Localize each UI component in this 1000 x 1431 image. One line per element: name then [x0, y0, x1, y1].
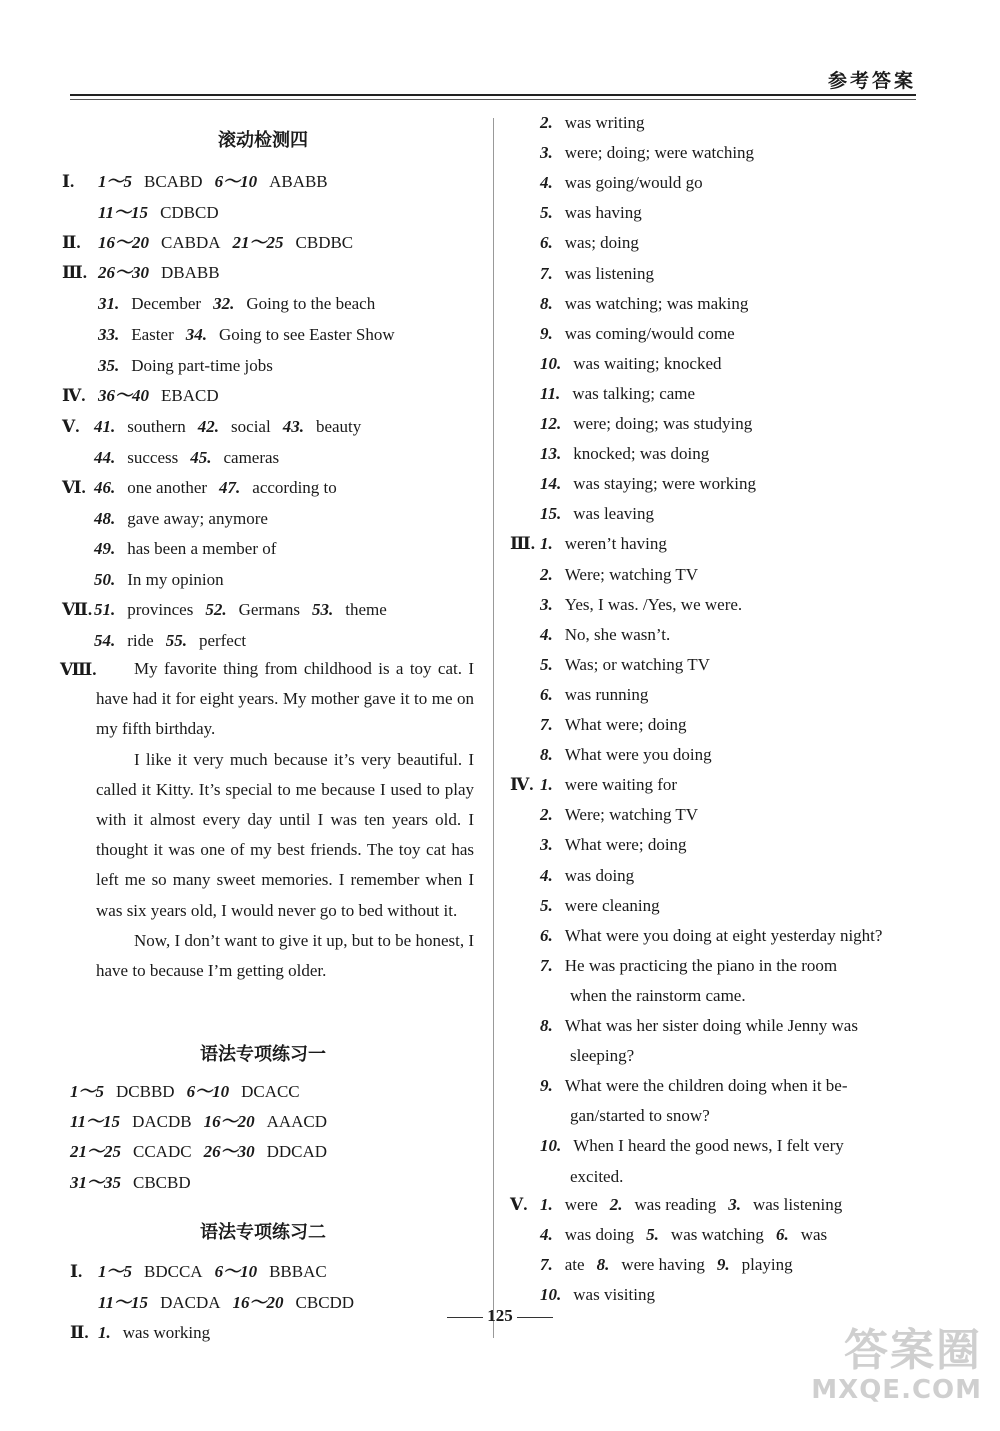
answer-text: DCBBD: [116, 1082, 175, 1101]
answer-text: were: [564, 1195, 598, 1214]
item-number: 11～15: [98, 1293, 149, 1312]
answer-text: success: [127, 448, 179, 467]
item-number: 52.: [205, 600, 227, 619]
answer-row: [540, 503, 654, 525]
answer-text: was doing: [564, 866, 635, 885]
answer-text: playing: [741, 1255, 793, 1274]
answer-row: [540, 594, 742, 616]
answer-row: [540, 413, 752, 435]
answer-row: [570, 1105, 710, 1127]
answer-text: was writing: [564, 113, 645, 132]
answer-text: was working: [122, 1323, 211, 1342]
answer-text: BCABD: [144, 172, 203, 191]
answer-text: Were; watching TV: [564, 805, 699, 824]
item-number: 3.: [540, 143, 553, 162]
item-number: 51.: [94, 600, 116, 619]
item-number: 5.: [540, 655, 553, 674]
item-number: 8.: [596, 1255, 610, 1274]
item-number: 1.: [540, 1195, 553, 1214]
answer-text: beauty: [315, 417, 362, 436]
answer-row: [540, 654, 710, 676]
answer-text: Were; watching TV: [564, 565, 699, 584]
answer-text: was; doing: [564, 233, 639, 252]
item-number: 10.: [540, 1285, 562, 1304]
item-number: 4.: [540, 625, 553, 644]
answer-row: [94, 508, 268, 530]
item-number: 49.: [94, 539, 116, 558]
answer-row: [540, 895, 660, 917]
roman-numeral: Ⅵ.: [62, 478, 86, 497]
item-number: 1～5: [98, 172, 132, 191]
item-number: 34.: [185, 325, 207, 344]
item-number: 2.: [609, 1195, 623, 1214]
answer-row: [540, 323, 735, 345]
essay-paragraph: My favorite thing from childhood is a toy cat. I have had it for eight years. My mother gave it to me on my fifth birthday.: [96, 659, 474, 739]
answer-text: according to: [252, 478, 337, 497]
item-number: 21～25: [70, 1142, 121, 1161]
roman-numeral: Ⅴ.: [510, 1195, 528, 1214]
item-number: 44.: [94, 448, 116, 467]
answer-row: [540, 383, 695, 405]
item-number: 11.: [540, 384, 561, 403]
answer-row: [98, 1322, 210, 1344]
answer-text: What were the children doing when it be-: [564, 1076, 848, 1095]
answer-text: DACDB: [132, 1112, 192, 1131]
answer-text: was leaving: [573, 504, 654, 523]
item-number: 15.: [540, 504, 562, 523]
answer-row: [98, 385, 219, 407]
item-number: 3.: [540, 595, 553, 614]
answer-row: [94, 599, 387, 621]
item-number: 5.: [646, 1225, 659, 1244]
item-number: 9.: [540, 324, 553, 343]
item-number: 11～15: [70, 1112, 121, 1131]
item-number: 4.: [540, 866, 553, 885]
item-number: 48.: [94, 509, 116, 528]
item-number: 43.: [282, 417, 304, 436]
answer-text: DACDA: [160, 1293, 221, 1312]
item-number: 16～20: [203, 1112, 255, 1131]
item-number: 6.: [775, 1225, 789, 1244]
roman-numeral: Ⅳ.: [62, 386, 86, 405]
answer-text: were having: [621, 1255, 705, 1274]
section-title: 语法专项练习一: [200, 1044, 326, 1065]
header-title: 参考答案: [827, 70, 916, 92]
answer-row: [540, 172, 703, 194]
roman-numeral: Ⅲ.: [510, 534, 535, 553]
page-footer: [430, 1306, 570, 1326]
item-number: 2.: [540, 113, 553, 132]
answer-text: were; doing; was studying: [573, 414, 753, 433]
roman-numeral: Ⅳ.: [510, 775, 534, 794]
item-number: 47.: [219, 478, 241, 497]
answer-row: [540, 112, 645, 134]
section-title: 滚动检测四: [218, 130, 308, 151]
roman-numeral: Ⅰ.: [62, 172, 75, 191]
answer-row: [94, 477, 337, 499]
answer-text: when the rainstorm came.: [570, 986, 746, 1005]
answer-text: was doing: [564, 1225, 635, 1244]
answer-text: Doing part-time jobs: [131, 356, 273, 375]
answer-text: What were you doing at eight yesterday night?: [564, 926, 883, 945]
answer-row: [98, 1261, 327, 1283]
answer-text: were cleaning: [564, 896, 660, 915]
answer-text: was visiting: [573, 1285, 655, 1304]
ornament-line: [517, 1317, 553, 1318]
answer-row: [540, 865, 634, 887]
answer-text: CBCDD: [295, 1293, 355, 1312]
answer-text: was reading: [634, 1195, 717, 1214]
answer-text: He was practicing the piano in the room: [564, 956, 838, 975]
item-number: 1～5: [70, 1082, 104, 1101]
item-number: 1.: [540, 775, 553, 794]
answer-row: [540, 1254, 793, 1276]
item-number: 26～30: [98, 263, 149, 282]
header-rule: [70, 94, 916, 96]
answer-text: was listening: [564, 264, 654, 283]
answer-text: What was her sister doing while Jenny was: [564, 1016, 858, 1035]
answer-text: weren’t having: [564, 534, 667, 553]
essay-label: Ⅷ.: [60, 660, 97, 679]
item-number: 42.: [197, 417, 220, 436]
answer-row: [70, 1141, 327, 1163]
answer-text: In my opinion: [127, 570, 224, 589]
answer-text: were; doing; were watching: [564, 143, 755, 162]
item-number: 12.: [540, 414, 562, 433]
answer-text: December: [131, 294, 202, 313]
item-number: 14.: [540, 474, 562, 493]
answer-text: BBBAC: [269, 1262, 327, 1281]
answer-row: [70, 1172, 191, 1194]
item-number: 50.: [94, 570, 116, 589]
answer-row: [70, 1111, 327, 1133]
item-number: 1.: [540, 534, 553, 553]
item-number: 9.: [716, 1255, 730, 1274]
answer-text: was running: [564, 685, 649, 704]
answer-text: social: [231, 417, 271, 436]
answer-text: theme: [345, 600, 387, 619]
answer-row: [540, 202, 642, 224]
answer-row: [540, 293, 748, 315]
item-number: 16～20: [98, 233, 149, 252]
item-number: 6.: [540, 233, 553, 252]
answer-row: [540, 1284, 655, 1306]
answer-text: was watching; was making: [564, 294, 749, 313]
answer-row: [570, 1045, 634, 1067]
answer-row: [540, 955, 837, 977]
answer-row: [540, 714, 687, 736]
item-number: 10.: [540, 1136, 562, 1155]
answer-row: [94, 538, 276, 560]
item-number: 6.: [540, 926, 553, 945]
item-number: 54.: [94, 631, 116, 650]
item-number: 3.: [728, 1195, 741, 1214]
watermark: [772, 1327, 982, 1407]
answer-text: EBACD: [161, 386, 219, 405]
item-number: 1.: [98, 1323, 111, 1342]
roman-numeral: Ⅲ.: [62, 263, 87, 282]
item-number: 4.: [540, 173, 553, 192]
answer-text: provinces: [127, 600, 194, 619]
answer-row: [540, 684, 648, 706]
answer-text: were waiting for: [564, 775, 678, 794]
watermark-url: MXQE.COM: [811, 1375, 982, 1405]
answer-row: [570, 985, 746, 1007]
item-number: 6～10: [186, 1082, 230, 1101]
item-number: 7.: [540, 264, 553, 283]
answer-text: knocked; was doing: [573, 444, 710, 463]
answer-row: [540, 533, 667, 555]
answer-row: [540, 1135, 844, 1157]
answer-row: [98, 202, 219, 224]
answer-text: has been a member of: [127, 539, 277, 558]
answer-row: [98, 232, 353, 254]
item-number: 16～20: [232, 1293, 284, 1312]
answer-text: CBDBC: [295, 233, 354, 252]
answer-row: [570, 1166, 623, 1188]
answer-text: gan/started to snow?: [570, 1106, 710, 1125]
answer-text: was: [800, 1225, 828, 1244]
item-number: 8.: [540, 1016, 553, 1035]
answer-row: [540, 1015, 858, 1037]
item-number: 13.: [540, 444, 562, 463]
answer-text: When I heard the good news, I felt very: [573, 1136, 844, 1155]
item-number: 10.: [540, 354, 562, 373]
answer-text: was talking; came: [572, 384, 696, 403]
answer-text: ride: [127, 631, 154, 650]
answer-text: What were; doing: [564, 835, 687, 854]
answer-text: sleeping?: [570, 1046, 635, 1065]
item-number: 55.: [165, 631, 187, 650]
answer-text: cameras: [223, 448, 280, 467]
answer-row: [98, 262, 220, 284]
watermark-logo-text: 答案圈: [844, 1325, 982, 1376]
answer-text: one another: [127, 478, 208, 497]
answer-row: [540, 1075, 848, 1097]
answer-row: [98, 1292, 354, 1314]
answer-text: Going to the beach: [246, 294, 376, 313]
answer-text: was watching: [670, 1225, 764, 1244]
answer-text: DBABB: [161, 263, 220, 282]
item-number: 6～10: [214, 172, 258, 191]
answer-text: ABABB: [269, 172, 328, 191]
item-number: 31～35: [70, 1173, 121, 1192]
answer-text: ate: [564, 1255, 585, 1274]
answer-row: [540, 804, 698, 826]
header-rule-thin: [70, 99, 916, 100]
item-number: 1～5: [98, 1262, 132, 1281]
answer-row: [540, 443, 709, 465]
item-number: 41.: [94, 417, 116, 436]
item-number: 6.: [540, 685, 553, 704]
item-number: 7.: [540, 956, 553, 975]
answer-row: [540, 834, 687, 856]
answer-row: [540, 232, 639, 254]
essay-paragraph: I like it very much because it’s very beautiful. I called it Kitty. It’s special to me because I used to play with it almost every day until I was ten years old. I thought it was one of my best friends. The toy cat has left me so many sweet memories. I remember when I was six years old, I would never go to bed without it.: [96, 749, 474, 920]
answer-text: Easter: [131, 325, 174, 344]
answer-text: BDCCA: [144, 1262, 203, 1281]
essay: [96, 654, 474, 986]
answer-text: What were; doing: [564, 715, 687, 734]
answer-text: was coming/would come: [564, 324, 735, 343]
answer-row: [94, 569, 224, 591]
item-number: 21～25: [232, 233, 284, 252]
answer-text: gave away; anymore: [127, 509, 268, 528]
item-number: 5.: [540, 896, 553, 915]
item-number: 32.: [213, 294, 235, 313]
answer-row: [540, 263, 654, 285]
ornament-line: [447, 1317, 483, 1318]
roman-numeral: Ⅶ.: [62, 600, 93, 619]
answer-text: southern: [127, 417, 186, 436]
answer-row: [94, 447, 279, 469]
item-number: 31.: [98, 294, 120, 313]
answer-row: [540, 1194, 842, 1216]
answer-row: [98, 293, 375, 315]
answer-text: CCADC: [133, 1142, 192, 1161]
answer-text: Was; or watching TV: [564, 655, 710, 674]
answer-text: DCACC: [241, 1082, 300, 1101]
answer-row: [540, 744, 712, 766]
answer-text: DDCAD: [266, 1142, 328, 1161]
answer-row: [540, 925, 882, 947]
answer-row: [540, 774, 677, 796]
answer-text: What were you doing: [564, 745, 712, 764]
answer-row: [540, 1224, 827, 1246]
answer-row: [94, 416, 361, 438]
answer-text: was listening: [752, 1195, 843, 1214]
item-number: 7.: [540, 1255, 553, 1274]
item-number: 4.: [540, 1225, 553, 1244]
item-number: 36～40: [98, 386, 149, 405]
item-number: 33.: [98, 325, 120, 344]
page-number: 125: [487, 1306, 513, 1325]
answer-row: [540, 473, 756, 495]
answer-row: [98, 355, 273, 377]
answer-row: [98, 324, 395, 346]
item-number: 11～15: [98, 203, 149, 222]
answer-text: excited.: [570, 1167, 624, 1186]
answer-text: was going/would go: [564, 173, 703, 192]
section-title: 语法专项练习二: [200, 1222, 326, 1243]
roman-numeral: Ⅰ.: [70, 1262, 83, 1281]
item-number: 9.: [540, 1076, 553, 1095]
answer-text: CABDA: [161, 233, 221, 252]
answer-row: [540, 142, 754, 164]
answer-text: Yes, I was. /Yes, we were.: [564, 595, 743, 614]
column-divider: [493, 118, 494, 1338]
item-number: 8.: [540, 294, 553, 313]
item-number: 3.: [540, 835, 553, 854]
answer-row: [540, 624, 670, 646]
item-number: 7.: [540, 715, 553, 734]
essay-paragraph: Now, I don’t want to give it up, but to be honest, I have to because I’m getting older.: [96, 930, 474, 981]
answer-row: [98, 171, 328, 193]
answer-row: [94, 630, 246, 652]
answer-text: was having: [564, 203, 642, 222]
answer-text: perfect: [198, 631, 247, 650]
answer-text: CBCBD: [133, 1173, 191, 1192]
answer-row: [70, 1081, 300, 1103]
roman-numeral: Ⅱ.: [62, 233, 81, 252]
answer-text: was staying; were working: [573, 474, 756, 493]
roman-numeral: Ⅱ.: [70, 1323, 89, 1342]
item-number: 35.: [98, 356, 120, 375]
answer-text: Going to see Easter Show: [218, 325, 395, 344]
roman-numeral: Ⅴ.: [62, 417, 80, 436]
item-number: 5.: [540, 203, 553, 222]
answer-text: CDBCD: [160, 203, 219, 222]
item-number: 2.: [540, 805, 553, 824]
item-number: 46.: [94, 478, 116, 497]
answer-text: AAACD: [266, 1112, 328, 1131]
item-number: 53.: [311, 600, 334, 619]
item-number: 45.: [190, 448, 212, 467]
answer-text: Germans: [238, 600, 300, 619]
item-number: 2.: [540, 565, 553, 584]
item-number: 6～10: [214, 1262, 258, 1281]
item-number: 26～30: [203, 1142, 255, 1161]
answer-row: [540, 564, 698, 586]
item-number: 8.: [540, 745, 553, 764]
answer-row: [540, 353, 722, 375]
answer-text: No, she wasn’t.: [564, 625, 671, 644]
answer-text: was waiting; knocked: [573, 354, 722, 373]
